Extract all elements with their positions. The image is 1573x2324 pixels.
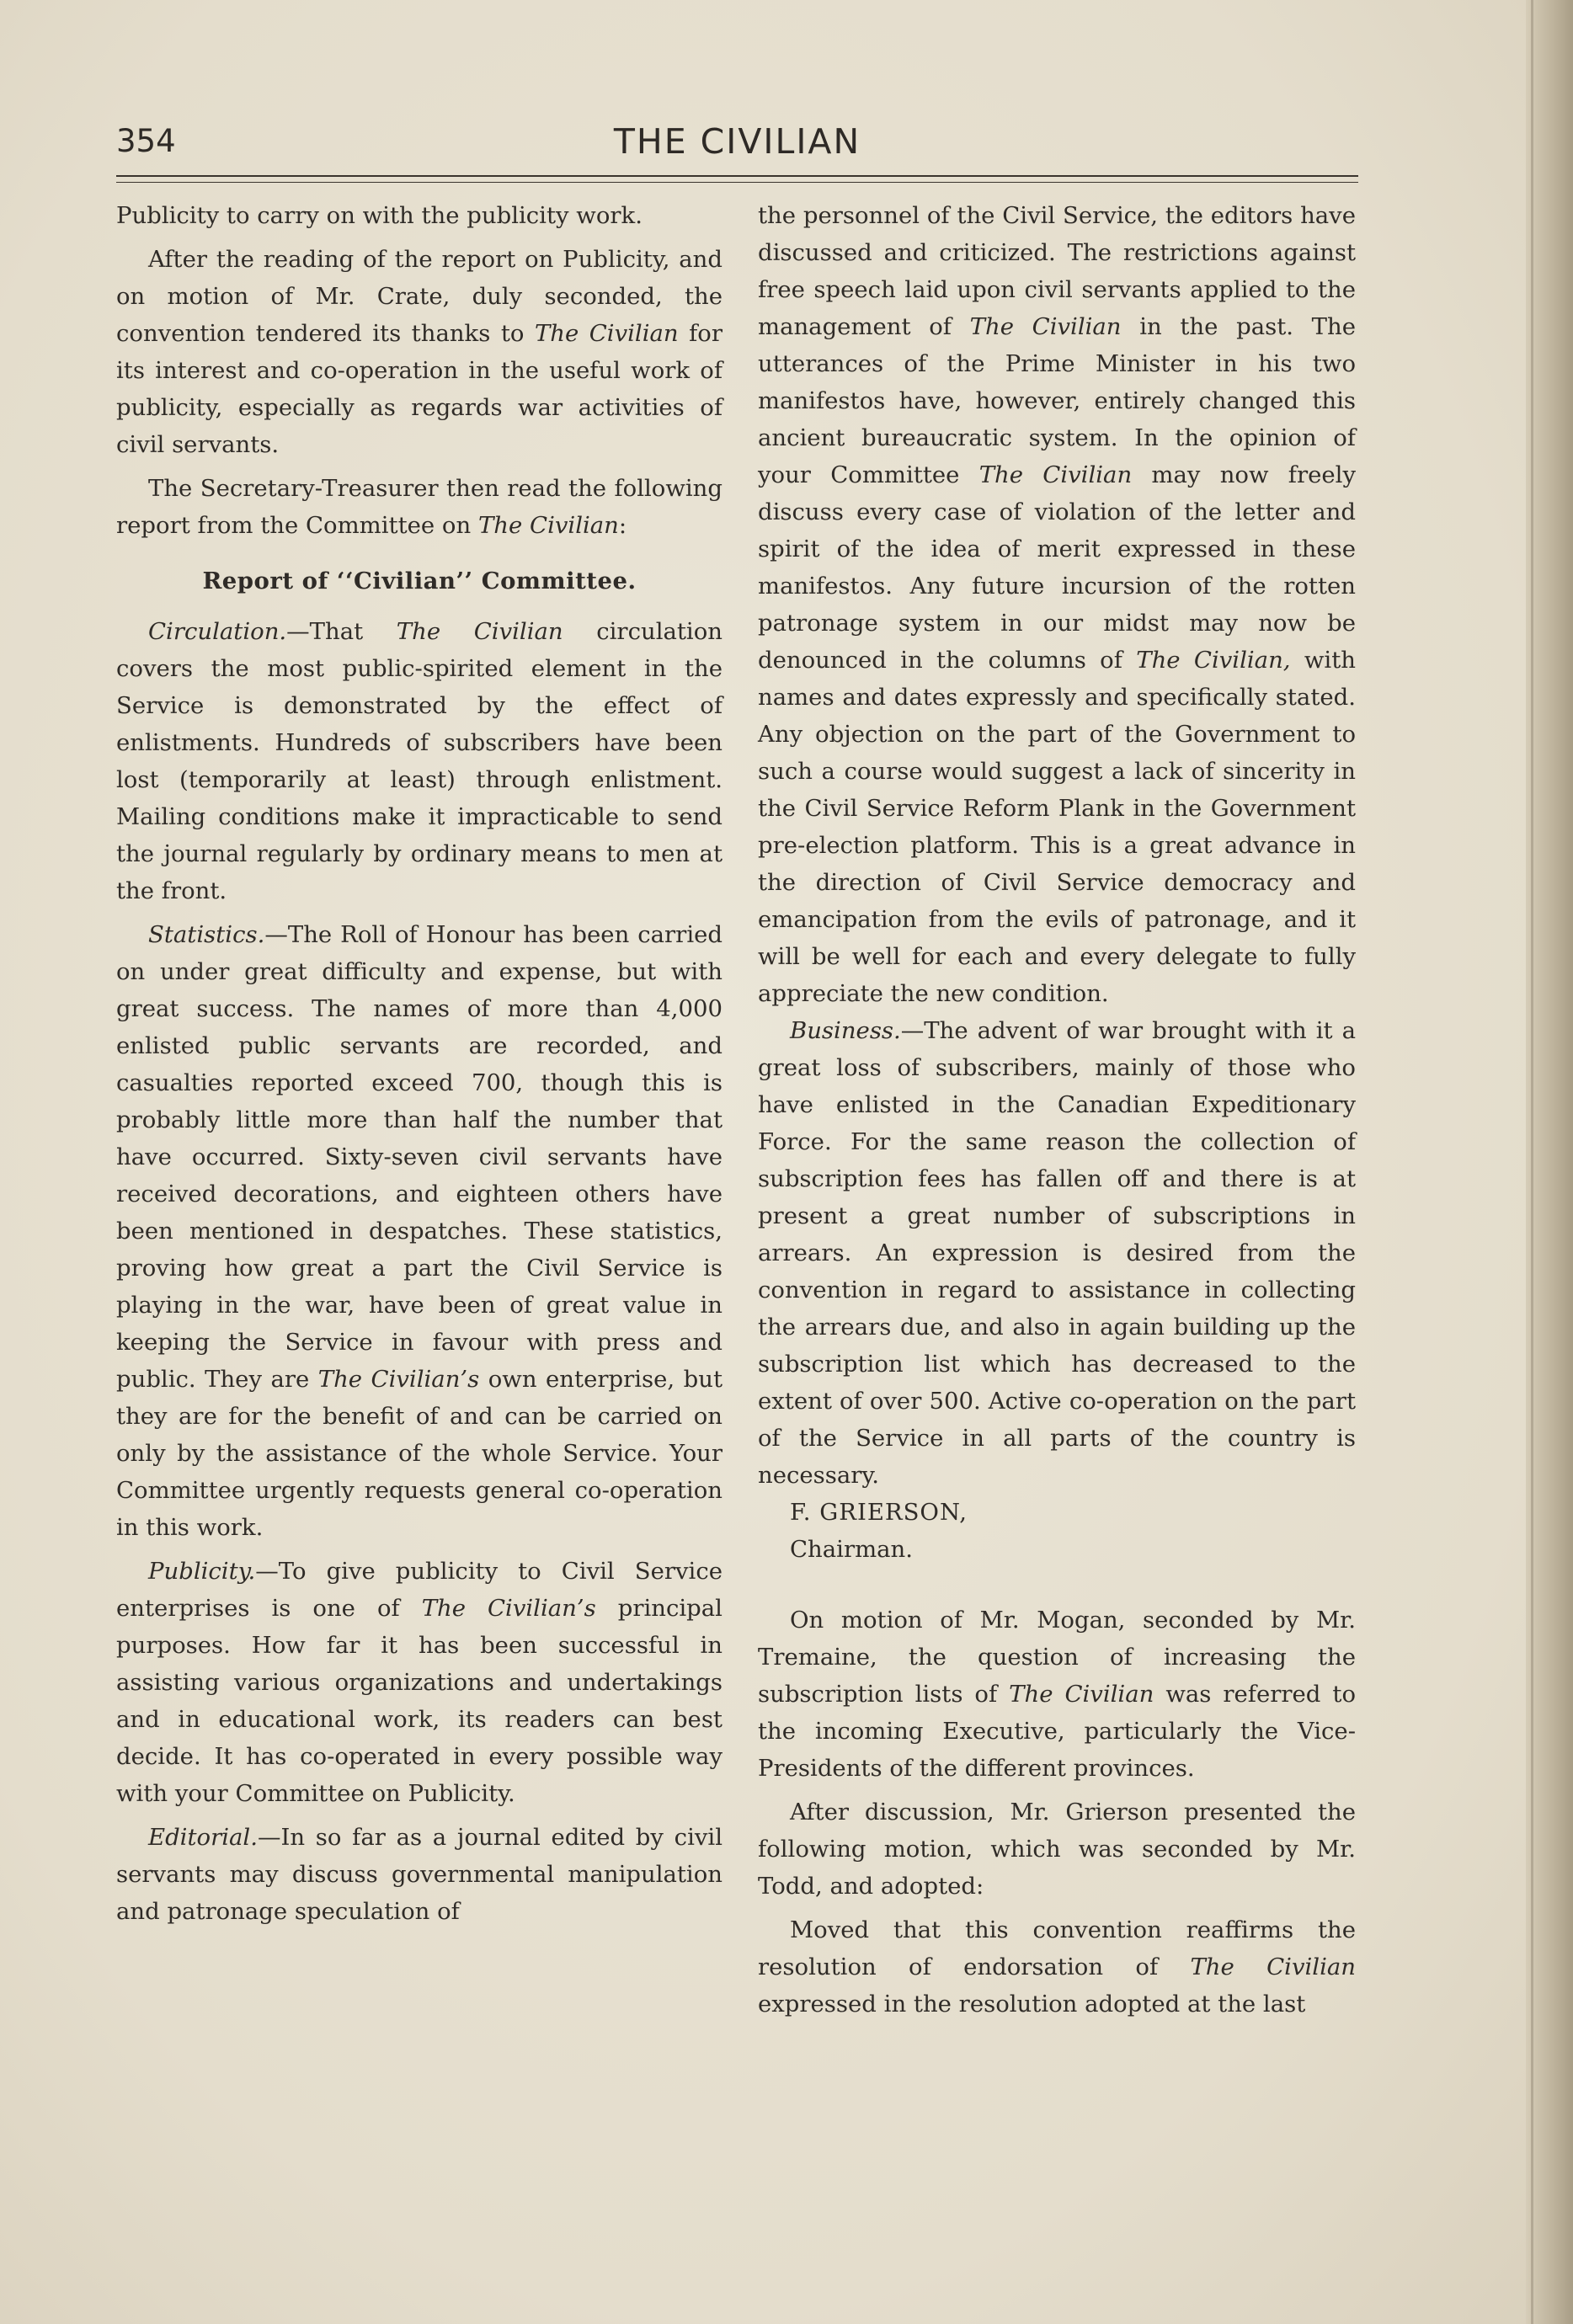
- publication-title: The Civilian: [1009, 1681, 1154, 1708]
- paragraph-resolution: Moved that this convention reaffirms the resolution of endorsation of The Civilian expressed in the resolution adopted at the last: [758, 1916, 1357, 2018]
- paragraph-statistics: Statistics.—The Roll of Honour has been carried on under great difficulty and expense, but with great success. The names of more than 4,000 enlisted public servants are recorded, and casualties reported exceed 700, though this is probably little more than half the number that have occurred. Sixty-seven civil servants have received decorations, and eighteen others have been mentioned in despatches. These statistics, proving how great a part the Civil Service is playing in the war, have been of great value in keeping the Service in favour with press and public. They are The Civilian’s own enterprise, but they are for the benefit of and can be carried on only by the assistance of the whole Service. Your Committee urgently requests general co-operation in this work.: [116, 921, 723, 1541]
- page-spine-edge: [1526, 0, 1573, 2324]
- paragraph-business: Business.—The advent of war brought with it a great loss of subscribers, mainly of those who have enlisted in the Canadian Expeditionary Force. For the same reason the collection of subscription fees has fallen off and there is at present a great number of subscriptions in arrears. An expression is desired from the convention in regard to assistance in collecting the arrears due, and also in again building up the subscription list which has decreased to the extent of over 500. Active co-operation on the part of the Service in all parts of the country is necessary.: [758, 1017, 1356, 1489]
- publication-title: The Civilian’s: [317, 1366, 480, 1393]
- subsection-label: Publicity.: [148, 1558, 256, 1585]
- publication-title: The Civilian: [477, 512, 619, 539]
- paragraph-publicity: Publicity.—To give publicity to Civil Service enterprises is one of The Civilian’s principal purposes. How far it has been successful in assisting various organizations and undertakings and in educational work, its readers can best decide. It has co-operated in every possible way with your Committee on Publicity.: [116, 1558, 723, 1807]
- publication-title: The Civilian: [969, 313, 1122, 340]
- publication-title: The Civilian’s: [421, 1595, 596, 1622]
- paragraph-editorial-continued: the personnel of the Civil Service, the editors have discussed and criticized. The restrictions against free speech laid upon civil servants applied to the management of The Civilian in the past. The utterances of the Prime Minister in his two manifestos have, however, entirely changed this ancient bureaucratic system. In the opinion of your Committee The Civilian may now freely discuss every case of violation of the letter and spirit of the idea of merit expressed in these manifestos. Any future incursion of the rotten patronage system in our midst may now be denounced in the columns of The Civilian, with names and dates expressly and specifically stated. Any objection on the part of the Government to such a course would suggest a lack of sincerity in the Civil Service Reform Plank in the Government pre-election platform. This is a great advance in the direction of Civil Service democracy and emancipation from the evils of patronage, and it will be well for each and every delegate to fully appreciate the new condition.: [758, 202, 1356, 1007]
- paragraph-mogan-motion: On motion of Mr. Mogan, seconded by Mr. Tremaine, the question of increasing the subscription lists of The Civilian was referred to the incoming Executive, particularly the Vice-Presidents of the different provinces.: [758, 1607, 1356, 1782]
- publication-title: The Civilian: [396, 618, 563, 645]
- paragraph-circulation: Circulation.—That The Civilian circulation covers the most public-spirited element in the Service is demonstrated by the effect of enlistments. Hundreds of subscribers have been lost (temporarily at least) through enlistment. Mailing conditions make it impracticable to send the journal regularly by ordinary means to men at the front.: [116, 618, 723, 904]
- paragraph-publicity-continued: Publicity to carry on with the publicity work.: [116, 202, 643, 229]
- left-column: [116, 197, 723, 1930]
- signature-name: F. GRIERSON,: [790, 1499, 968, 1526]
- page-header: [116, 116, 1358, 168]
- subsection-label: Business.: [790, 1017, 901, 1044]
- publication-title: The Civilian: [1190, 1954, 1357, 1980]
- paragraph-grierson-motion: After discussion, Mr. Grierson presented the following motion, which was seconded by Mr. Todd, and adopted:: [758, 1799, 1356, 1900]
- paragraph-report-intro: The Secretary-Treasurer then read the following report from the Committee on The Civilian:: [116, 475, 723, 539]
- header-rule-thin: [116, 182, 1358, 183]
- paragraph-thanks-motion: After the reading of the report on Publicity, and on motion of Mr. Crate, duly seconded, the convention tendered its thanks to The Civilian for its interest and co-operation in the useful work of publicity, especially as regards war activities of civil servants.: [116, 246, 723, 458]
- publication-title: The Civilian: [978, 461, 1133, 488]
- header-rule: [116, 175, 1358, 177]
- paragraph-editorial: Editorial.—In so far as a journal edited by civil servants may discuss governmental manipulation and patronage speculation of: [116, 1824, 723, 1925]
- subsection-label: Statistics.: [148, 921, 265, 948]
- running-title: THE CIVILIAN: [613, 121, 861, 162]
- publication-title: The Civilian: [534, 320, 679, 347]
- publication-title: The Civilian,: [1136, 647, 1291, 674]
- section-heading: Report of ‘‘Civilian’’ Committee.: [202, 568, 637, 594]
- right-column: [758, 197, 1356, 2023]
- subsection-label: Editorial.: [148, 1824, 258, 1851]
- page-number: 354: [116, 123, 176, 159]
- subsection-label: Circulation.: [148, 618, 287, 645]
- signature-role: Chairman.: [790, 1536, 914, 1563]
